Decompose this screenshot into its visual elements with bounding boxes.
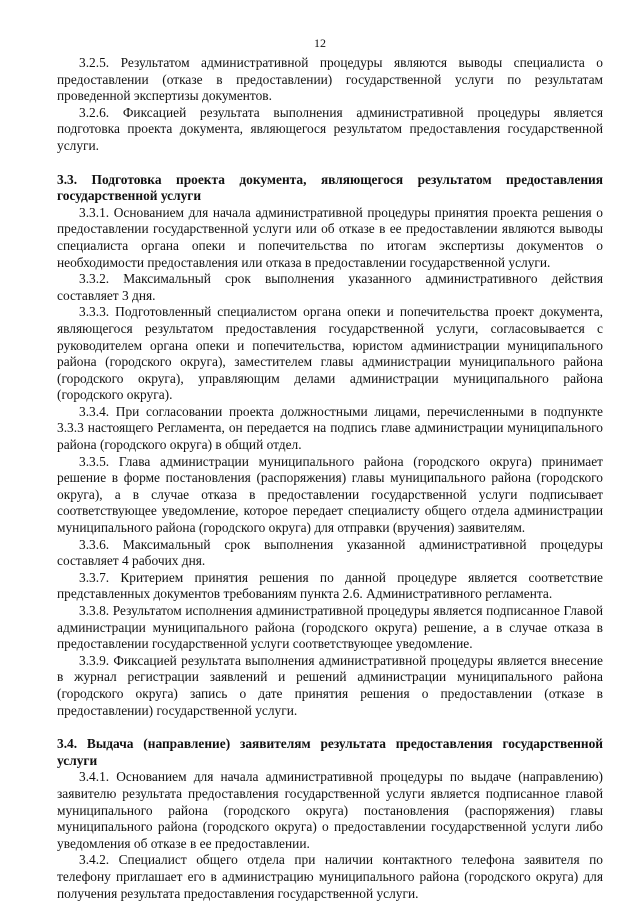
paragraph-3-3-8: 3.3.8. Результатом исполнения административной процедуры является подписанное Главой администрации муниципального района (городского округа) решение, а в случае отказа в предоставлении государственной услуги соответствующее уведомление. [57, 603, 603, 652]
paragraph-3-2-6: 3.2.6. Фиксацией результата выполнения административной процедуры является подготовка проекта документа, являющегося результатом предоставления государственной услуги. [57, 104, 603, 153]
paragraph-3-3-5: 3.3.5. Глава администрации муниципального района (городского округа) принимает решение в форме постановления (распоряжения) главы муниципального района (городского округа), а в случае отказа в предоставлении государственной услуги подписывает соответствующее уведомление, которое передает специалисту общего отдела администрации муниципального района (городского округа) для отправки (вручения) заявителям. [57, 453, 603, 536]
page-number: 12 [314, 36, 326, 50]
paragraph-3-3-2: 3.3.2. Максимальный срок выполнения указанного административного действия составляет 3 дня. [57, 271, 603, 303]
section-heading-3-4: 3.4. Выдача (направление) заявителям результата предоставления государственной услуги [57, 736, 603, 768]
document-body [57, 55, 603, 902]
section-heading-3-3: 3.3. Подготовка проекта документа, являющегося результатом предоставления государственной услуги [57, 171, 603, 204]
paragraph-3-2-5: 3.2.5. Результатом административной процедуры являются выводы специалиста о предоставлении (отказе в предоставлении) государственной услуги по результатам проведенной экспертизы документов. [57, 55, 603, 104]
paragraph-3-3-7: 3.3.7. Критерием принятия решения по данной процедуре является соответствие представленных документов требованиям пункта 2.6. Административного регламента. [57, 569, 603, 602]
paragraph-3-3-9: 3.3.9. Фиксацией результата выполнения административной процедуры является внесение в журнал регистрации заявлений и решений администрации муниципального района (городского округа) запись о дате принятия решения о предоставлении (отказе в предоставлении) государственной услуги. [57, 652, 603, 718]
paragraph-3-4-1: 3.4.1. Основанием для начала административной процедуры по выдаче (направлению) заявителю результата предоставления государственной услуги является подписанное главой муниципального района (городского округа) постановления (распоряжения) главы муниципального района (городского округа) о предоставлении государственной услуги либо уведомления об отказе в ее предоставлении. [57, 769, 603, 851]
paragraph-3-3-3: 3.3.3. Подготовленный специалистом органа опеки и попечительства проект документа, являющегося результатом предоставления государственной услуги, согласовывается с руководителем органа опеки и попечительства, юристом администрации муниципального района (городского округа), заместителем главы администрации муниципального района (городского округа), управляющим делами администрации муниципального района (городского округа). [57, 304, 603, 403]
paragraph-3-4-2: 3.4.2. Специалист общего отдела при наличии контактного телефона заявителя по телефону приглашает его в администрацию муниципального района (городского округа) для получения результата предоставления государственной услуги. [57, 852, 603, 901]
paragraph-3-3-1: 3.3.1. Основанием для начала административной процедуры принятия проекта решения о предоставлении государственной услуги или об отказе в ее предоставлении являются выводы специалиста органа опеки и попечительства по итогам экспертизы документов о необходимости предоставления или отказа в предоставлении государственной услуги. [57, 204, 603, 270]
paragraph-3-3-4: 3.3.4. При согласовании проекта должностными лицами, перечисленными в подпункте 3.3.3 настоящего Регламента, он передается на подпись главе администрации муниципального района (городского округа) в общий отдел. [57, 403, 603, 453]
paragraph-3-3-6: 3.3.6. Максимальный срок выполнения указанной административной процедуры составляет 4 рабочих дня. [57, 536, 603, 569]
